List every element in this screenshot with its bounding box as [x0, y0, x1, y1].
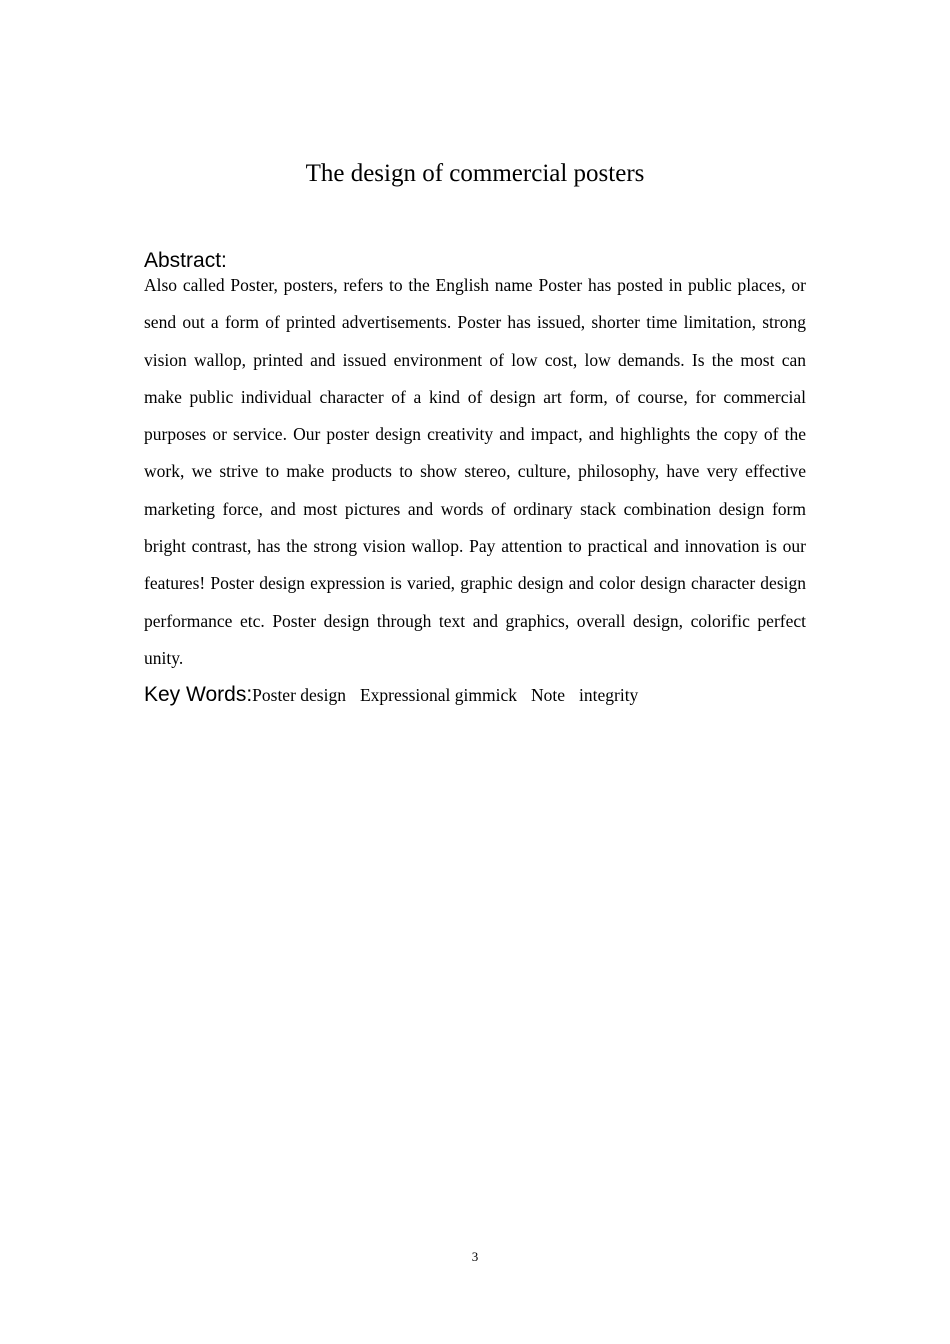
page-number: 3: [471, 1249, 479, 1264]
abstract-heading: Abstract:: [144, 249, 227, 272]
keywords-line: [144, 678, 638, 712]
keywords-label: Key Words:: [144, 683, 253, 706]
keywords-list: [252, 685, 638, 705]
abstract-text: Also called Poster, posters, refers to the English name Poster has posted in public places, or send out a form of printed advertisements. Poster has issued, shorter time limitation, strong vision wallop, printed and issued environment of low cost, low demands. Is the most can make public individual character of a kind of design art form, of course, for commercial purposes or service. Our poster design creativity and impact, and highlights the copy of the work, we strive to make products to show stereo, culture, philosophy, have very effective marketing force, and most pictures and words of ordinary stack combination design form bright contrast, has the strong vision wallop. Pay attention to practical and innovation is our features! Poster design expression is varied, graphic design and color design character design performance etc. Poster design through text and graphics, overall design, colorific perfect unity.: [144, 275, 806, 668]
keyword-item: Expressional gimmick: [359, 685, 517, 705]
keyword-item: Note: [530, 685, 566, 705]
keyword-item: Poster design: [252, 685, 346, 705]
document-title: The design of commercial posters: [305, 160, 645, 187]
keyword-item: integrity: [579, 685, 639, 705]
